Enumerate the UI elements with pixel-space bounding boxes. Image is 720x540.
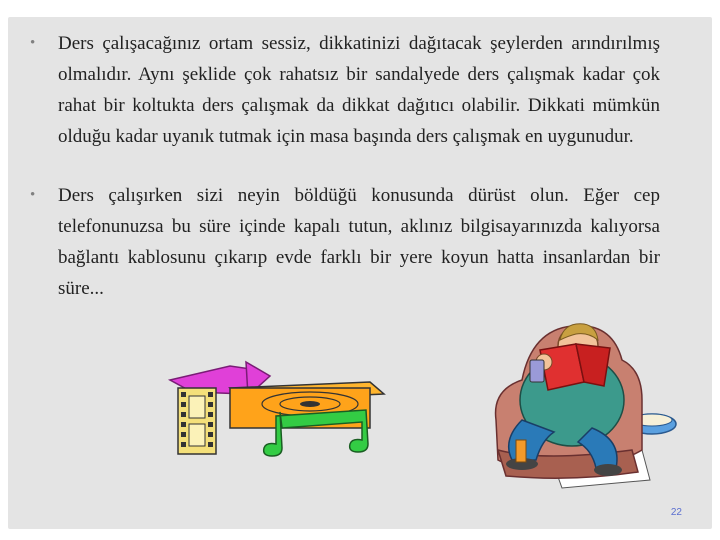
bullet-text: Ders çalışacağınız ortam sessiz, dikkatinizi dağıtacak şeylerden arındırılmış olmalıdır. Aynı şeklide çok rahatsız bir sandalyede ders çalışmak kadar çok rahat bir koltukta ders çalışmak da dikkat dağıtıcı olabilir. Dikkati mümkün olduğu kadar uyanık tutmak için masa başında ders çalışmak en uygunudur. — [58, 33, 660, 147]
film-music-note-clipart-icon — [160, 352, 400, 460]
page-number: 22 — [670, 507, 682, 518]
slide-content — [30, 28, 660, 304]
bullet-marker: • — [30, 187, 36, 203]
bullet-text: Ders çalışırken sizi neyin böldüğü konusunda dürüst olun. Eğer cep telefonunuzsa bu süre içinde kapalı tutun, aklınız bilgisayarınızda kalıyorsa bağlantı kablosunu çıkarıp evde farklı bir yere koyun hatta insanlardan bir süre... — [58, 185, 660, 299]
bullet-marker: • — [30, 35, 36, 51]
bullet-item-distractions — [30, 180, 660, 304]
bullet-item-environment — [30, 28, 660, 152]
top-margin — [0, 0, 720, 17]
person-reading-in-armchair-icon — [492, 300, 684, 492]
